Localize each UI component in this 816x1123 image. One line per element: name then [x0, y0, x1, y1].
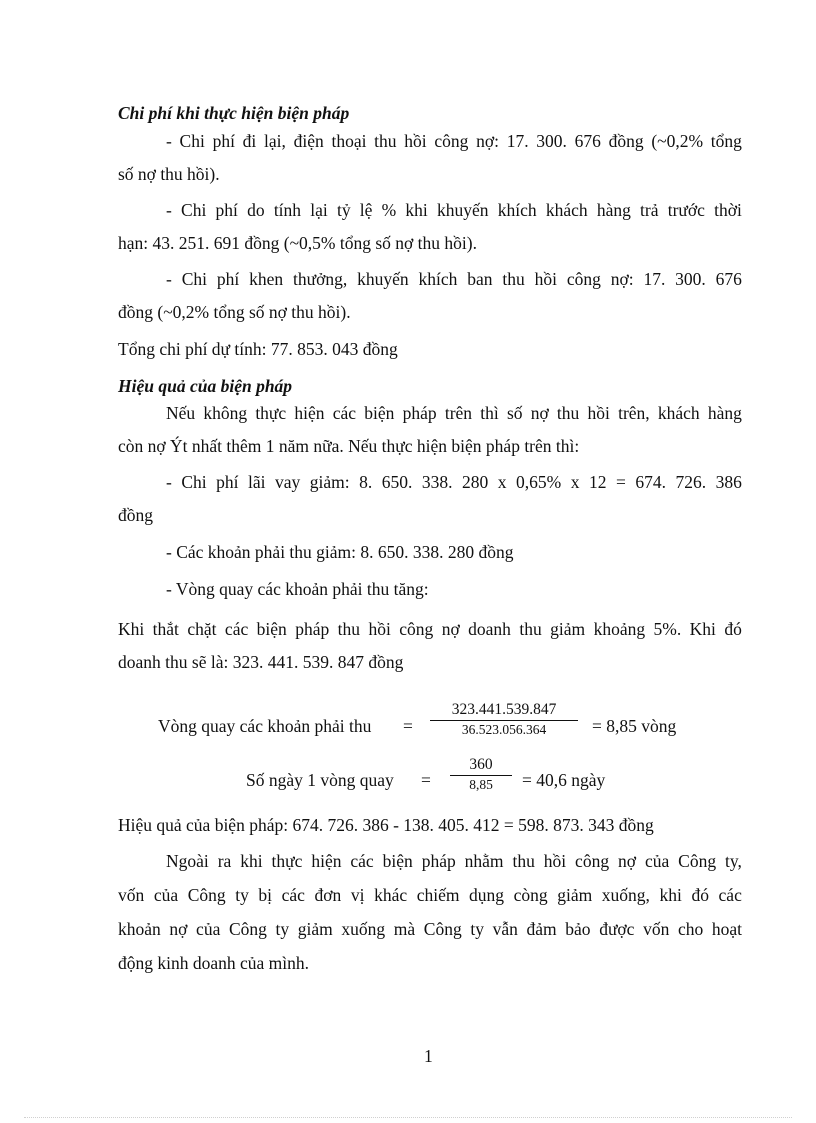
conclusion-line1: Ngoài ra khi thực hiện các biện pháp nhằm thu hồi công nợ của Công ty,	[166, 851, 742, 871]
section-heading-costs: Chi phí khi thực hiện biện pháp	[118, 103, 350, 123]
effect-interest-line1: - Chi phí lãi vay giảm: 8. 650. 338. 280 x 0,65% x 12 = 674. 726. 386	[166, 472, 742, 492]
conclusion-line3: khoản nợ của Công ty giảm xuống mà Công ty vẫn đảm bảo được vốn cho hoạt	[118, 919, 742, 939]
cost-item-bonus-line1: - Chi phí khen thưởng, khuyến khích ban thu hồi công nợ: 17. 300. 676	[166, 269, 742, 289]
cost-item-discount-line2: hạn: 43. 251. 691 đồng (~0,5% tổng số nợ thu hồi).	[118, 233, 477, 253]
conclusion-line2: vốn của Công ty bị các đơn vị khác chiếm dụng còng giảm xuống, khi đó các	[118, 885, 742, 905]
cost-item-bonus-line2: đồng (~0,2% tổng số nợ thu hồi).	[118, 302, 351, 322]
effect-receivables-decrease: - Các khoản phải thu giảm: 8. 650. 338. 280 đồng	[166, 542, 514, 562]
effect-para-line1: Nếu không thực hiện các biện pháp trên thì số nợ thu hồi trên, khách hàng	[166, 403, 742, 423]
conclusion-line4: động kinh doanh của mình.	[118, 953, 310, 973]
revenue-para-line1: Khi thắt chặt các biện pháp thu hồi công nợ doanh thu giảm khoảng 5%. Khi đó	[118, 619, 742, 639]
section-heading-effect: Hiệu quả của biện pháp	[118, 376, 293, 396]
formula-turnover-label: Vòng quay các khoản phải thu	[158, 716, 372, 736]
effect-turnover-increase: - Vòng quay các khoản phải thu tăng:	[166, 579, 429, 599]
formula-days-numerator: 360	[469, 756, 493, 773]
formula-turnover-denominator: 36.523.056.364	[461, 722, 547, 737]
formula-turnover-fraction	[430, 701, 578, 739]
formula-turnover-result: = 8,85 vòng	[592, 716, 677, 736]
effect-para-line2: còn nợ Ýt nhất thêm 1 năm nữa. Nếu thực hiện biện pháp trên thì:	[118, 436, 580, 456]
formula-days-label: Số ngày 1 vòng quay	[246, 770, 394, 790]
footer-divider	[24, 1117, 792, 1118]
total-cost: Tổng chi phí dự tính: 77. 853. 043 đồng	[118, 339, 398, 359]
formula-turnover-numerator: 323.441.539.847	[451, 701, 557, 718]
effect-interest-line2: đồng	[118, 505, 153, 525]
effect-result-line: Hiệu quả của biện pháp: 674. 726. 386 - 138. 405. 412 = 598. 873. 343 đồng	[118, 815, 654, 835]
cost-item-travel-line1: - Chi phí đi lại, điện thoại thu hồi công nợ: 17. 300. 676 đồng (~0,2% tổng	[166, 131, 742, 151]
cost-item-discount-line1: - Chi phí do tính lại tỷ lệ % khi khuyến khích khách hàng trả trước thời	[166, 200, 742, 220]
formula-days-denominator: 8,85	[469, 777, 493, 792]
formula-days-result: = 40,6 ngày	[522, 770, 606, 790]
formula-days-fraction	[450, 756, 512, 794]
page-number: 1	[424, 1046, 433, 1066]
revenue-para-line2: doanh thu sẽ là: 323. 441. 539. 847 đồng	[118, 652, 404, 672]
formula-turnover-equals: =	[403, 716, 413, 736]
cost-item-travel-line2: số nợ thu hồi).	[118, 164, 220, 184]
formula-days-equals: =	[421, 770, 431, 790]
